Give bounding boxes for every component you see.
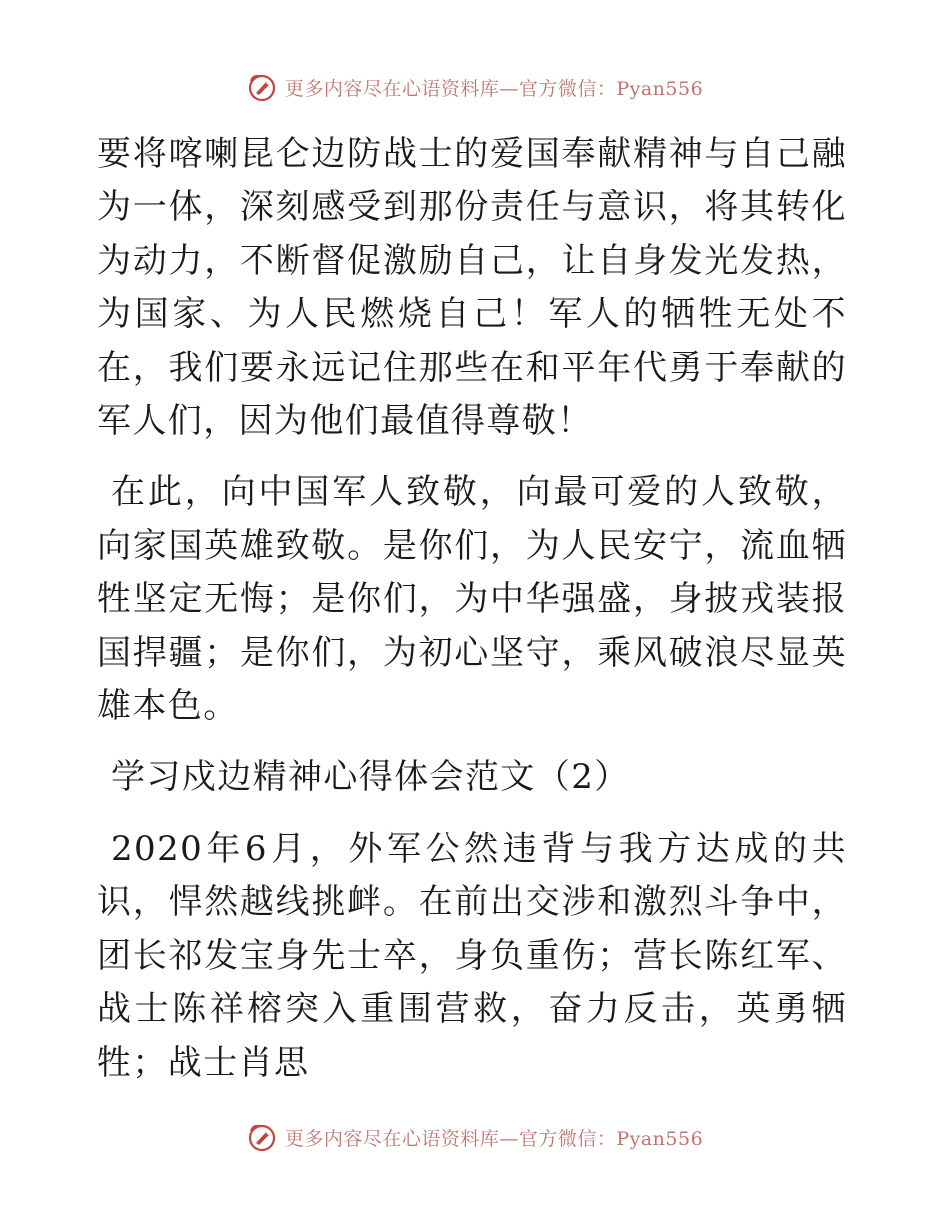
paragraph-3: 2020年6月，外军公然违背与我方达成的共识，悍然越线挑衅。在前出交涉和激烈斗争中，团长祁发宝身先士卒，身负重伤；营长陈红军、战士陈祥榕突入重围营救，奋力反击，英勇牺牲；战士肖思 <box>97 828 847 1083</box>
paragraph-1: 要将喀喇昆仑边防战士的爱国奉献精神与自己融为一体，深刻感受到那份责任与意识，将其转化为动力，不断督促激励自己，让自身发光发热，为国家、为人民燃烧自己！军人的牺牲无处不在，我们要永远记住那些在和平年代勇于奉献的军人们，因为他们最值得尊敬！ <box>97 134 847 442</box>
document-body <box>97 128 847 1090</box>
mouse-logo-icon <box>247 1122 277 1152</box>
mouse-logo-icon <box>247 72 277 102</box>
paragraph-2: 在此，向中国军人致敬，向最可爱的人致敬，向家国英雄致敬。是你们，为人民安宁，流血牺牲坚定无悔；是你们，为中华强盛，身披戎装报国捍疆；是你们，为初心坚守，乘风破浪尽显英雄本色。 <box>97 472 847 727</box>
header-banner-text: 更多内容尽在心语资料库—官方微信：Pyan556 <box>284 77 704 100</box>
section-heading: 学习戍边精神心得体会范文（2） <box>111 757 630 798</box>
footer-banner <box>0 1122 950 1152</box>
header-banner <box>0 72 950 102</box>
footer-banner-text: 更多内容尽在心语资料库—官方微信：Pyan556 <box>284 1127 704 1150</box>
